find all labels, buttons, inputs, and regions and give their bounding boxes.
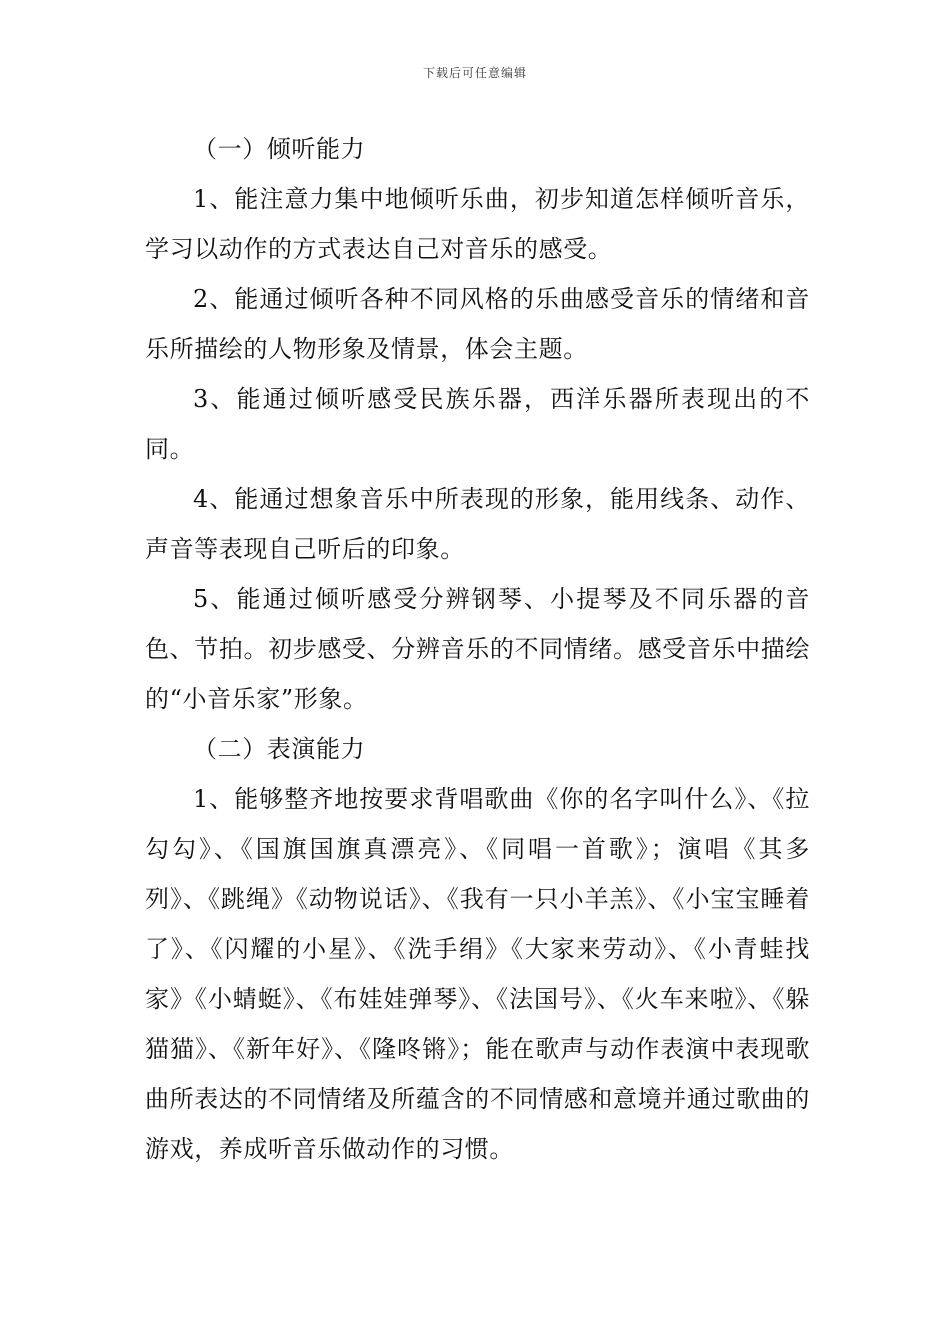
page-header: 下载后可任意编辑: [422, 66, 527, 80]
performance-item-1: 1、能够整齐地按要求背唱歌曲《你的名字叫什么》、《拉勾勾》、《国旗国旗真漂亮》、《同唱一首歌》；演唱《其多列》、《跳绳》《动物说话》、《我有一只小羊羔》、《小宝宝睡着了》、《闪耀的小星》、《洗手绢》《大家来劳动》、《小青蛙找家》《小蜻蜓》、《布娃娃弹琴》、《法国号》、《火车来啦》、《躲猫猫》、《新年好》、《隆咚锵》；能在歌声与动作表演中表现歌曲所表达的不同情绪及所蕴含的不同情感和意境并通过歌曲的游戏，养成听音乐做动作的习惯。: [145, 785, 810, 1163]
listening-item-3: 3、能通过倾听感受民族乐器，西洋乐器所表现出的不同。: [145, 385, 810, 463]
document-body: [145, 124, 810, 1174]
listening-item-4: 4、能通过想象音乐中所表现的形象，能用线条、动作、声音等表现自己听后的印象。: [145, 485, 810, 563]
listening-item-1: 1、能注意力集中地倾听乐曲，初步知道怎样倾听音乐，学习以动作的方式表达自己对音乐的感受。: [145, 185, 810, 263]
section-heading-listening: （一）倾听能力: [193, 135, 366, 163]
listening-item-2: 2、能通过倾听各种不同风格的乐曲感受音乐的情绪和音乐所描绘的人物形象及情景，体会主题。: [145, 285, 810, 363]
section-heading-performance: （二）表演能力: [193, 735, 366, 763]
listening-item-5: 5、能通过倾听感受分辨钢琴、小提琴及不同乐器的音色、节拍。初步感受、分辨音乐的不同情绪。感受音乐中描绘的“小音乐家”形象。: [145, 585, 810, 713]
